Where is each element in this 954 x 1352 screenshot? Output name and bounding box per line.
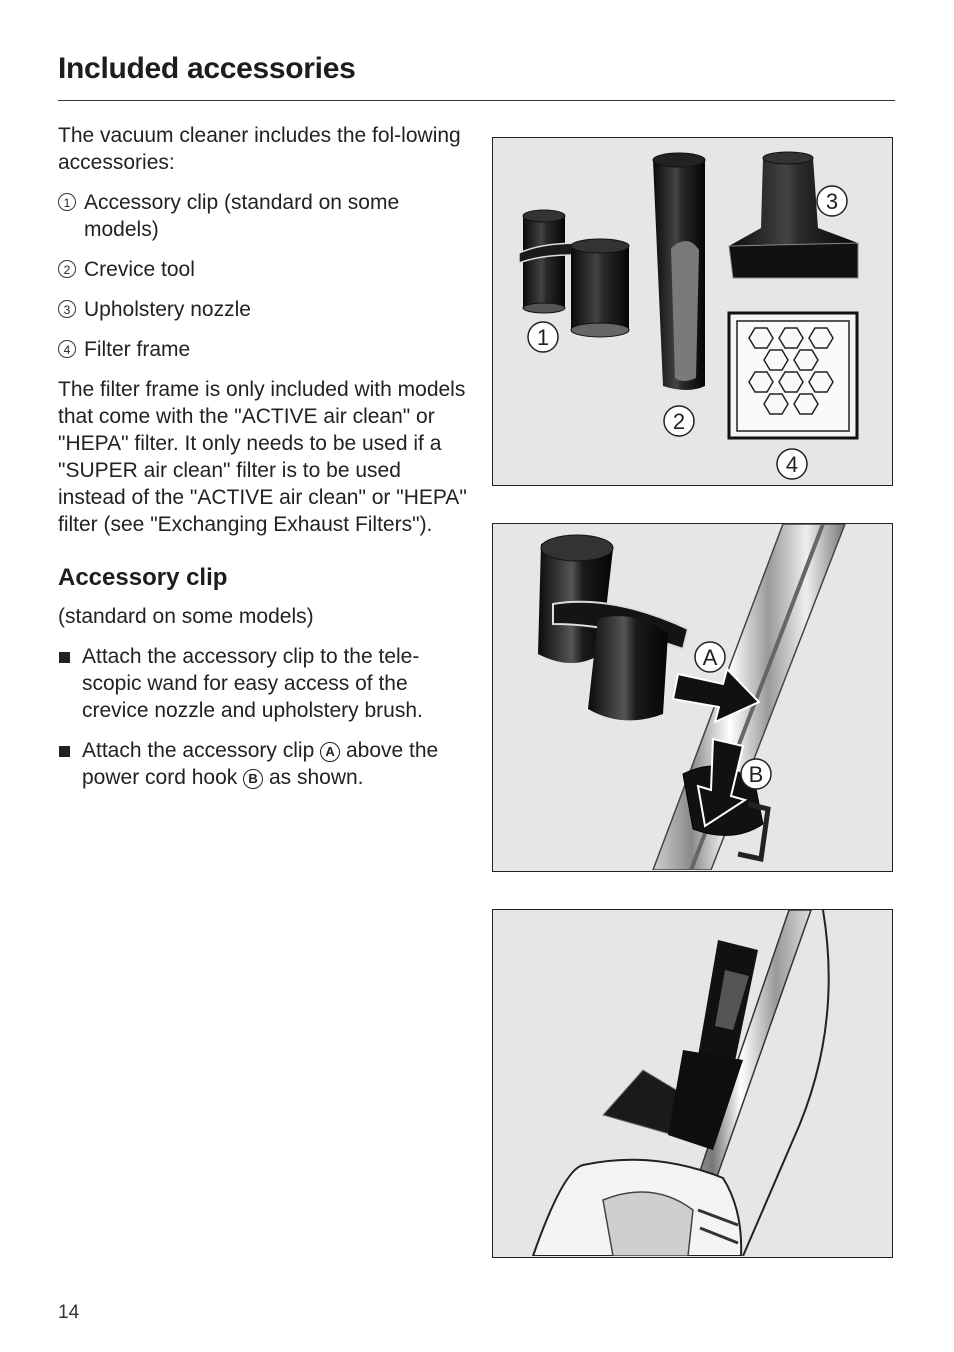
accessory-label: Upholstery nozzle <box>84 298 251 321</box>
instruction-bullet <box>58 643 468 724</box>
svg-text:1: 1 <box>536 325 550 350</box>
item-number-badge: 3 <box>58 300 76 318</box>
page-number: 14 <box>58 1302 80 1323</box>
accessory-label: Filter frame <box>84 338 191 361</box>
item-number-badge: 1 <box>58 193 76 211</box>
callout-4 <box>777 449 807 479</box>
callout-3 <box>817 186 847 216</box>
svg-text:2: 2 <box>672 409 686 434</box>
text-column <box>58 122 468 804</box>
instruction-text-part: above the power cord hook <box>82 739 439 789</box>
bullet-square-icon <box>59 746 70 757</box>
accessory-clip-illustration <box>519 210 629 337</box>
accessory-clip-illustration <box>538 535 688 720</box>
title-divider <box>58 100 895 101</box>
svg-text:B: B <box>748 762 764 787</box>
item-number-badge: 4 <box>58 340 76 358</box>
accessories-figure <box>492 137 893 486</box>
accessory-label: Crevice tool <box>84 258 195 281</box>
instruction-text-part: Attach the accessory clip <box>82 739 315 762</box>
intro-paragraph: The vacuum cleaner includes the fol-lowing accessories: <box>58 124 461 174</box>
accessory-item <box>58 189 468 243</box>
instruction-bullet <box>58 737 468 791</box>
callout-2 <box>664 406 694 436</box>
clip-attachment-figure <box>492 523 893 872</box>
accessory-item <box>58 256 468 283</box>
filter-frame-illustration <box>729 313 857 438</box>
vacuum-body-illustration <box>533 1160 741 1256</box>
svg-text:A: A <box>702 645 718 670</box>
section-note: (standard on some models) <box>58 605 314 628</box>
instruction-text-part: as shown. <box>268 766 364 789</box>
bullet-square-icon <box>59 652 70 663</box>
svg-text:3: 3 <box>825 189 839 214</box>
instruction-text: Attach the accessory clip to the tele-scopic wand for easy access of the crevice nozzle and upholstery brush. <box>82 645 423 722</box>
accessory-item <box>58 296 468 323</box>
clip-mounted-figure <box>492 909 893 1258</box>
accessory-label: Accessory clip (standard on some models) <box>84 191 400 241</box>
callout-1 <box>528 322 558 352</box>
page-title: Included accessories <box>58 52 356 85</box>
crevice-tool-illustration <box>653 153 705 390</box>
section-heading: Accessory clip <box>58 564 228 591</box>
callout-a-marker: A <box>320 742 340 762</box>
callout-b <box>741 759 771 789</box>
item-number-badge: 2 <box>58 260 76 278</box>
callout-b-marker: B <box>243 769 263 789</box>
svg-text:4: 4 <box>785 452 799 477</box>
filter-note-paragraph: The filter frame is only included with models that come with the "ACTIVE air clean" or "HEPA" filter. It only needs to be used if a "SUPER air clean" filter is to be used instead of the "ACTIVE air clean" or "HEPA" filter (see "Exchanging Exhaust Filters"). <box>58 378 467 536</box>
accessory-item <box>58 336 468 363</box>
callout-a <box>695 642 725 672</box>
instruction-text <box>82 737 468 791</box>
